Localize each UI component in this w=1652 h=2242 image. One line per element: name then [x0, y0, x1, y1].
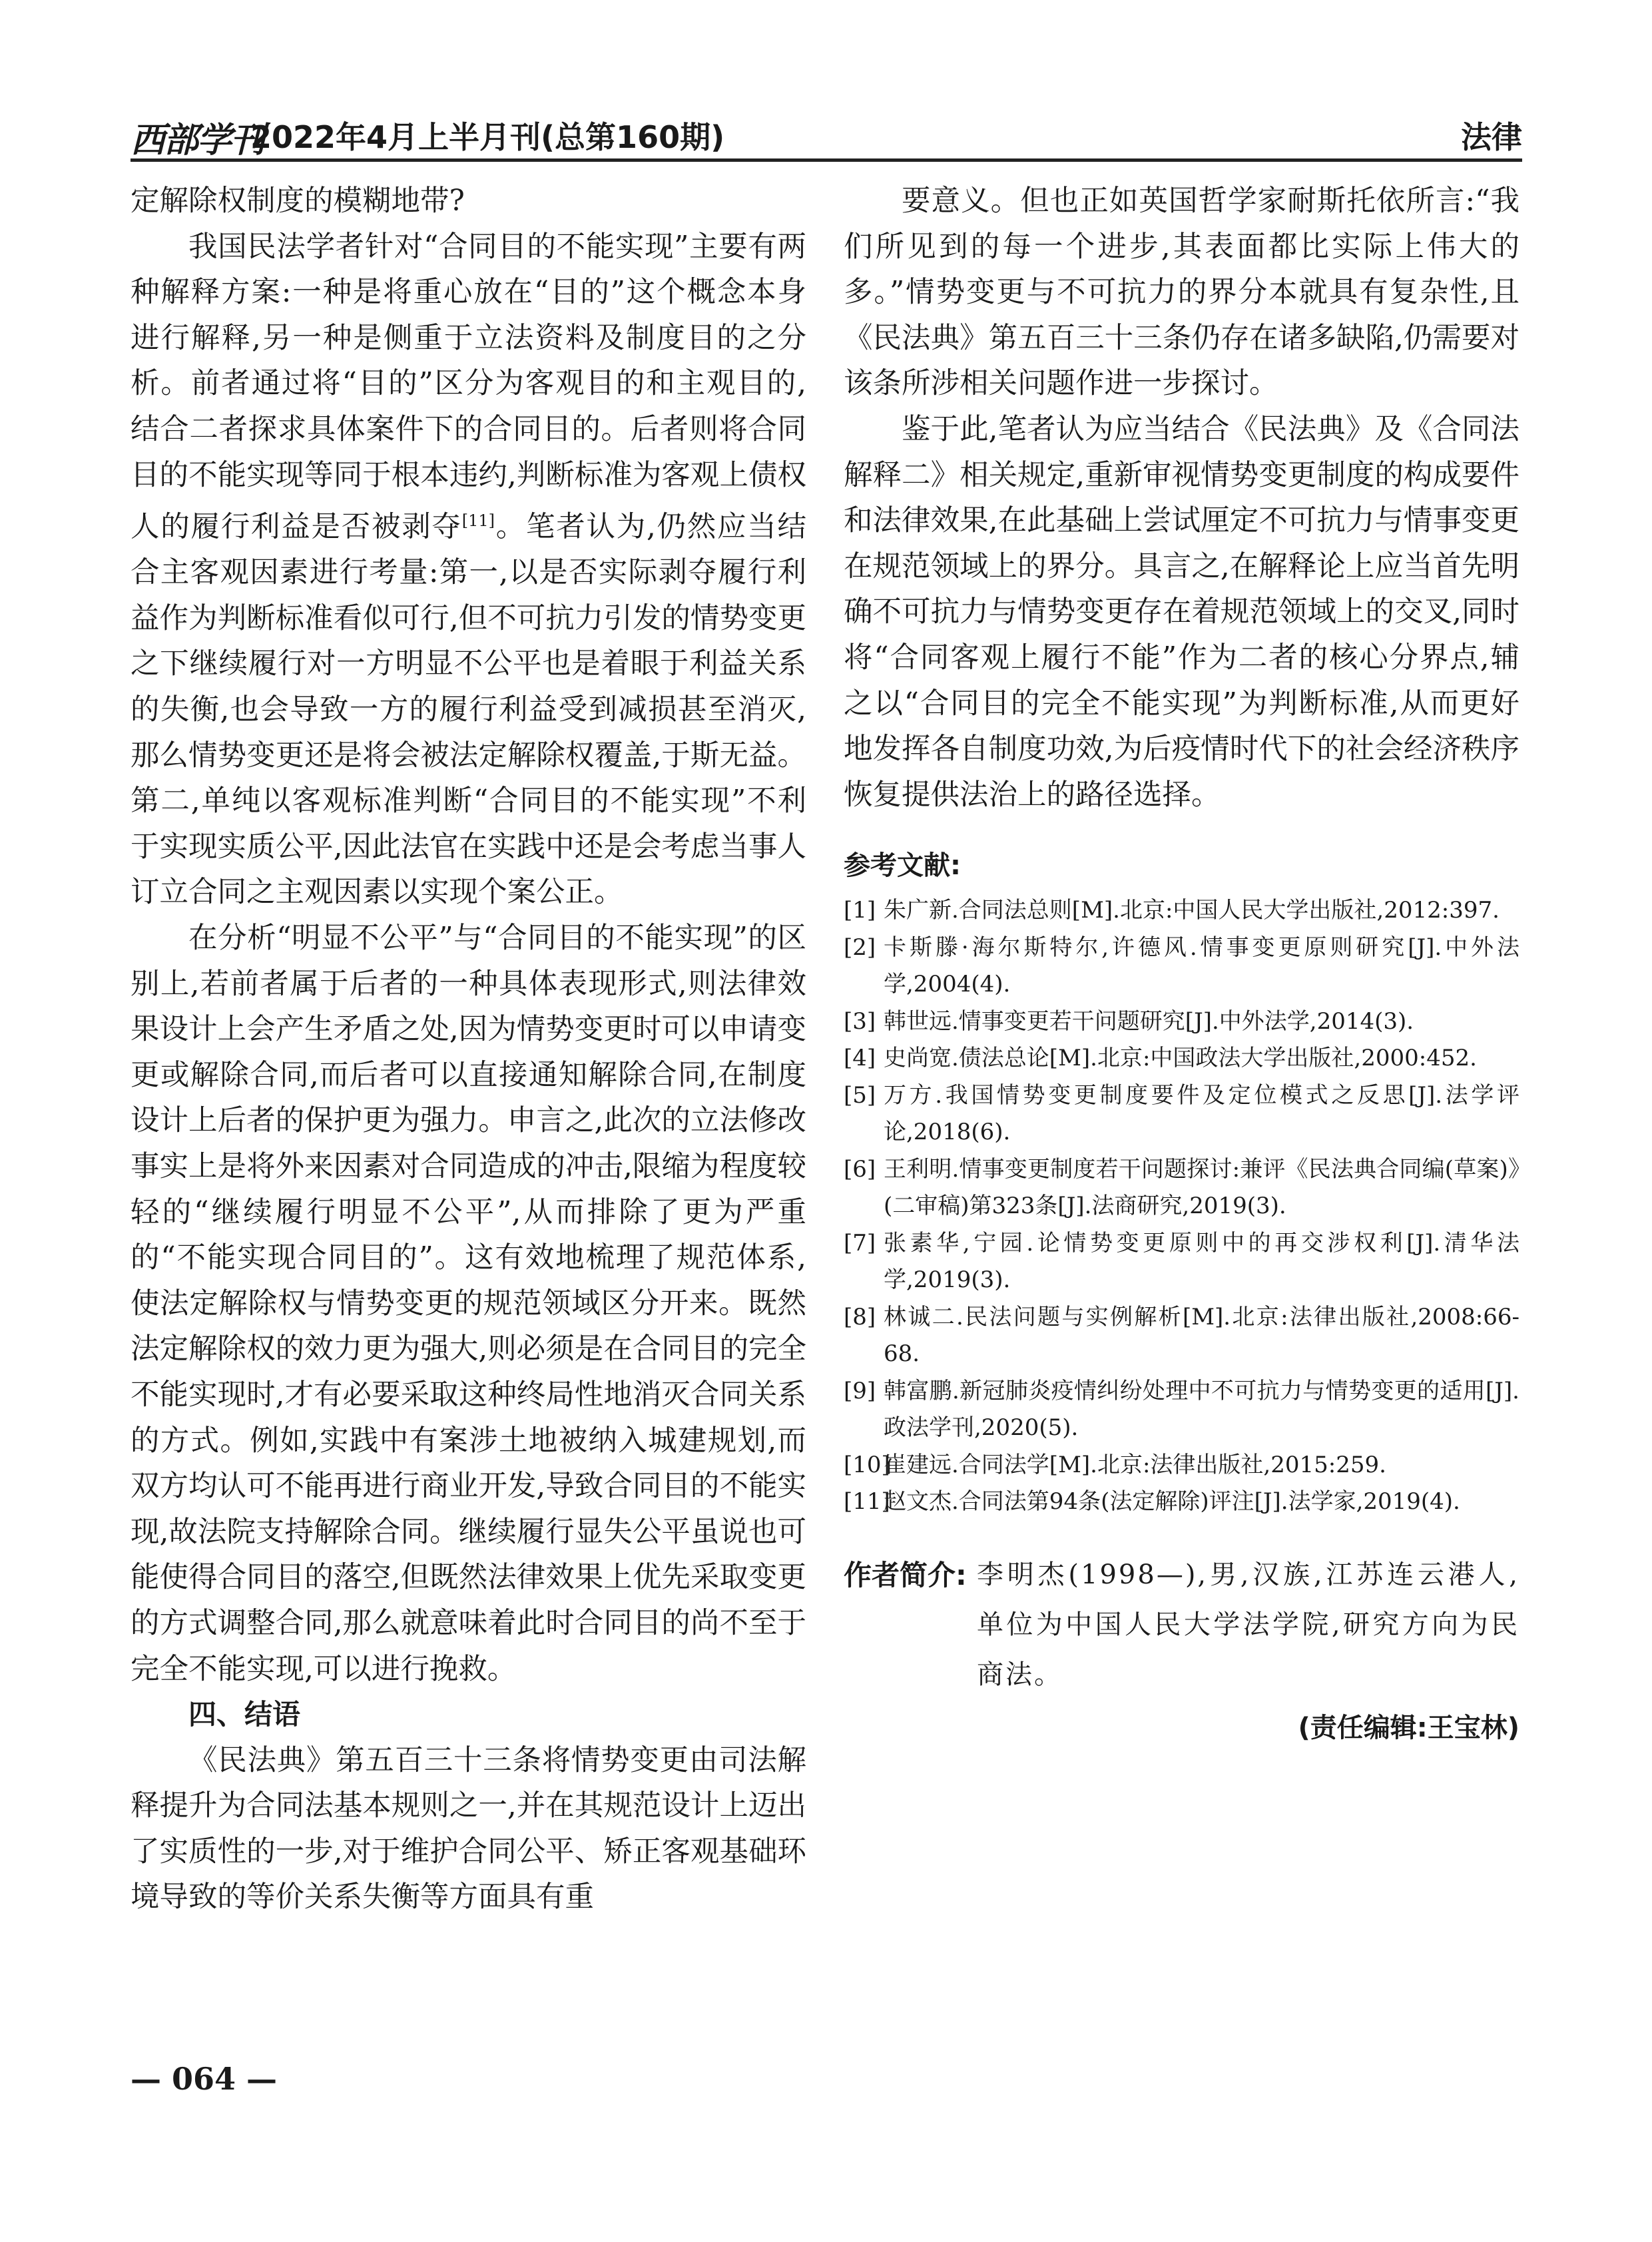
reference-number: [7] — [844, 1229, 876, 1257]
reference-item — [844, 930, 1519, 1003]
reference-item — [844, 1151, 1519, 1225]
reference-item — [844, 1484, 1519, 1521]
reference-text: 万方.我国情势变更制度要件及定位模式之反思[J].法学评论,2018(6). — [884, 1081, 1519, 1146]
reference-list — [844, 892, 1519, 1521]
journal-logo: 西部学刊 — [131, 120, 264, 160]
reference-number: [9] — [844, 1377, 876, 1404]
reference-number: [5] — [844, 1081, 876, 1109]
reference-text: 史尚宽.债法总论[M].北京:中国政法大学出版社,2000:452. — [884, 1045, 1477, 1072]
reference-item — [844, 1040, 1519, 1077]
reference-text: 张素华,宁园.论情势变更原则中的再交涉权利[J].清华法学,2019(3). — [884, 1229, 1519, 1294]
reference-item — [844, 1225, 1519, 1299]
references-title: 参考文献: — [844, 850, 961, 882]
reference-number: [1] — [844, 897, 876, 924]
paragraph: 在分析“明显不公平”与“合同目的不能实现”的区别上,若前者属于后者的一种具体表现形式,则法律效果设计上会产生矛盾之处,因为情势变更时可以申请变更或解除合同,而后者可以直接通知解除合同,在制度设计上后者的保护更为强力。申言之,此次的立法修改事实上是将外来因素对合同造成的冲击,限缩为程度较轻的“继续履行明显不公平”,从而排除了更为严重的“不能实现合同目的”。这有效地梳理了规范体系,使法定解除权与情势变更的规范领域区分开来。既然法定解除权的效力更为强大,则必须是在合同目的完全不能实现时,才有必要采取这种终局性地消灭合同关系的方式。例如,实践中有案涉土地被纳入城建规划,而双方均认可不能再进行商业开发,导致合同目的不能实现,故法院支持解除合同。继续履行显失公平虽说也可能使得合同目的落空,但既然法律效果上优先采取变更的方式调整合同,那么就意味着此时合同目的尚不至于完全不能实现,可以进行挽救。 — [131, 922, 806, 1686]
issue-info: 2022年4月上半月刊(总第160期) — [250, 119, 725, 155]
paragraph-text: 。笔者认为,仍然应当结合主客观因素进行考量:第一,以是否实际剥夺履行利益作为判断标准看似可行,但不可抗力引发的情势变更之下继续履行对一方明显不公平也是着眼于利益关系的失衡,也会导致一方的履行利益受到减损甚至消灭,那么情势变更还是将会被法定解除权覆盖,于斯无益。第二,单纯以客观标准判断“合同目的不能实现”不利于实现实质公平,因此法官在实践中还是会考虑当事人订立合同之主观因素以实现个案公正。 — [131, 510, 806, 910]
author-bio-label: 作者简介: — [844, 1558, 967, 1591]
header-rule — [131, 158, 1522, 162]
reference-number: [4] — [844, 1045, 876, 1072]
reference-number: [3] — [844, 1007, 876, 1035]
right-column — [844, 178, 1519, 1745]
paragraph-text: 我国民法学者针对“合同目的不能实现”主要有两种解释方案:一种是将重心放在“目的”这个概念本身进行解释,另一种是侧重于立法资料及制度目的之分析。前者通过将“目的”区分为客观目的和主观目的,结合二者探求具体案件下的合同目的。后者则将合同目的不能实现等同于根本违约,判断标准为客观上债权人的履行利益是否被剥夺 — [131, 230, 806, 544]
left-column — [131, 178, 806, 1920]
reference-item — [844, 1447, 1519, 1484]
section-label: 法律 — [1461, 119, 1522, 155]
editor-credit: (责任编辑:王宝林) — [1298, 1712, 1519, 1743]
reference-text: 林诚二.民法问题与实例解析[M].北京:法律出版社,2008:66-68. — [884, 1303, 1519, 1368]
paragraph — [131, 224, 806, 916]
reference-text: 朱广新.合同法总则[M].北京:中国人民大学出版社,2012:397. — [884, 897, 1500, 924]
paragraph: 定解除权制度的模糊地带? — [131, 184, 465, 218]
author-bio — [844, 1550, 1519, 1700]
running-header — [131, 107, 1522, 164]
reference-number: [8] — [844, 1303, 876, 1330]
reference-item — [844, 1299, 1519, 1373]
paragraph: 《民法典》第五百三十三条将情势变更由司法解释提升为合同法基本规则之一,并在其规范设计上迈出了实质性的一步,对于维护合同公平、矫正客观基础环境导致的等价关系失衡等方面具有重 — [131, 1743, 806, 1914]
section-heading: 四、结语 — [188, 1698, 301, 1731]
author-bio-text: 李明杰(1998—),男,汉族,江苏连云港人,单位为中国人民大学法学院,研究方向为民商法。 — [977, 1559, 1519, 1690]
paragraph: 要意义。但也正如英国哲学家耐斯托依所言:“我们所见到的每一个进步,其表面都比实际上伟大的多。”情势变更与不可抗力的界分本就具有复杂性,且《民法典》第五百三十三条仍存在诸多缺陷,仍需要对该条所涉相关问题作进一步探讨。 — [844, 184, 1519, 401]
reference-text: 韩富鹏.新冠肺炎疫情纠纷处理中不可抗力与情势变更的适用[J].政法学刊,2020(5). — [884, 1377, 1519, 1442]
reference-text: 崔建远.合同法学[M].北京:法律出版社,2015:259. — [884, 1451, 1386, 1478]
page-number: — 064 — — [131, 2061, 278, 2097]
reference-number: [10] — [844, 1451, 890, 1478]
reference-text: 赵文杰.合同法第94条(法定解除)评注[J].法学家,2019(4). — [884, 1488, 1460, 1516]
paragraph: 鉴于此,笔者认为应当结合《民法典》及《合同法解释二》相关规定,重新审视情势变更制度的构成要件和法律效果,在此基础上尝试厘定不可抗力与情事变更在规范领域上的界分。具言之,在解释论上应当首先明确不可抗力与情势变更存在着规范领域上的交叉,同时将“合同客观上履行不能”作为二者的核心分界点,辅之以“合同目的完全不能实现”为判断标准,从而更好地发挥各自制度功效,为后疫情时代下的社会经济秩序恢复提供法治上的路径选择。 — [844, 412, 1519, 812]
reference-number: [6] — [844, 1155, 876, 1183]
reference-item — [844, 1077, 1519, 1151]
reference-number: [11] — [844, 1488, 890, 1516]
reference-text: 卡斯滕·海尔斯特尔,许德风.情事变更原则研究[J].中外法学,2004(4). — [884, 934, 1519, 998]
reference-number: [2] — [844, 934, 876, 961]
reference-item — [844, 1003, 1519, 1041]
reference-text: 韩世远.情事变更若干问题研究[J].中外法学,2014(3). — [884, 1007, 1414, 1035]
reference-text: 王利明.情事变更制度若干问题探讨:兼评《民法典合同编(草案)》(二审稿)第323条[J].法商研究,2019(3). — [884, 1155, 1519, 1220]
reference-item — [844, 1373, 1519, 1447]
reference-item — [844, 892, 1519, 930]
citation-marker[interactable]: [11] — [461, 511, 495, 531]
